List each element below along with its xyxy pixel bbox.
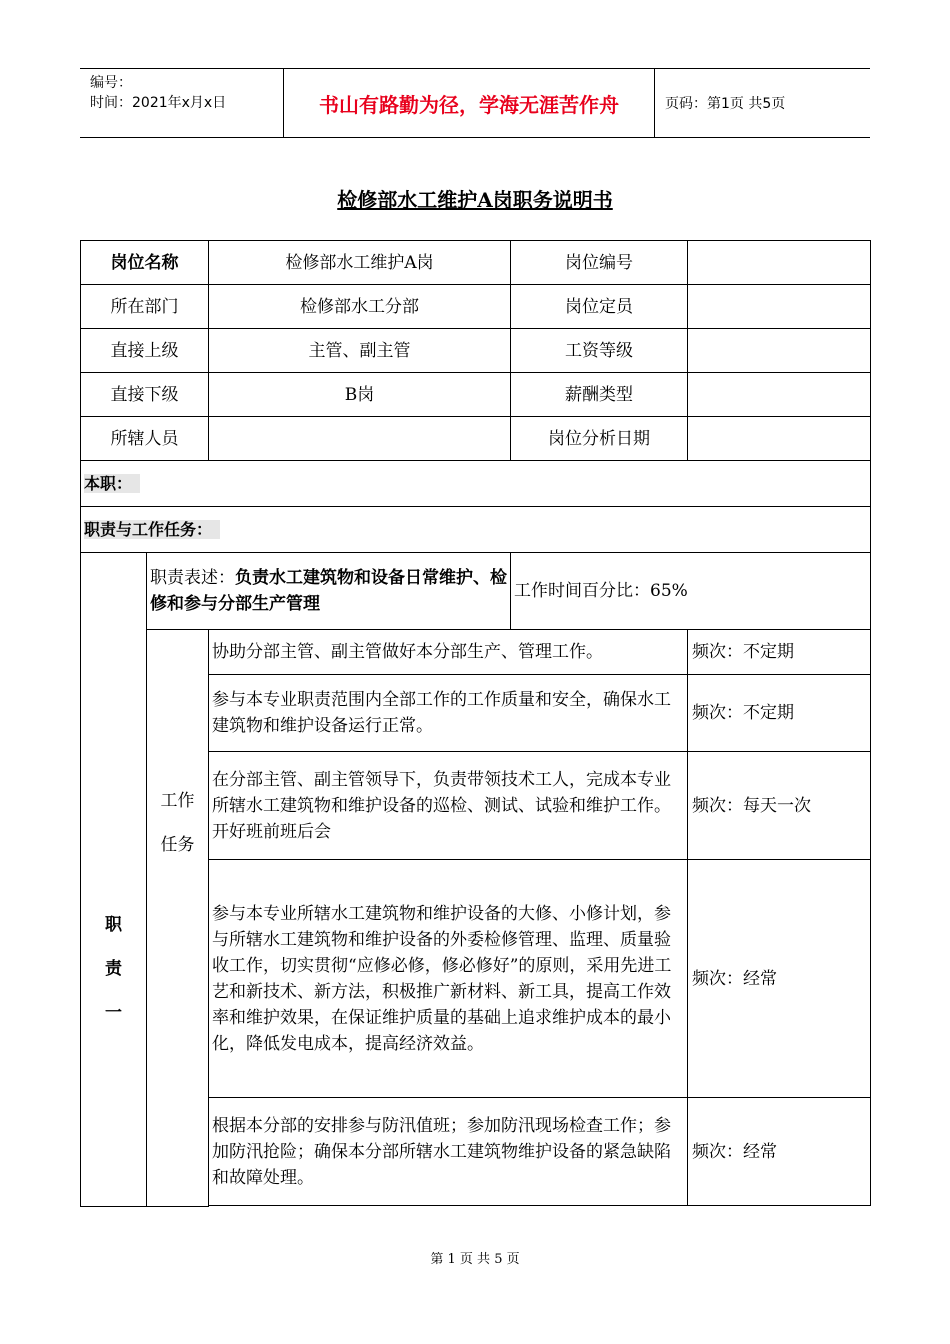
- info-value: [209, 417, 511, 461]
- info-row: [81, 329, 871, 373]
- info-label-2: 岗位定员: [511, 285, 688, 329]
- page-footer: 第 1 页 共 5 页: [430, 1252, 520, 1267]
- task-text: 协助分部主管、副主管做好本分部生产、管理工作。: [209, 630, 688, 675]
- info-label-2: 岗位分析日期: [511, 417, 688, 461]
- info-value-2: [688, 329, 871, 373]
- job-description-table: [80, 240, 870, 1207]
- info-value: B岗: [209, 373, 511, 417]
- header-meta: [90, 73, 280, 113]
- info-value: 主管、副主管: [209, 329, 511, 373]
- section-duty-row: [81, 461, 871, 507]
- task-text: 根据本分部的安排参与防汛值班；参加防汛现场检查工作；参加防汛抢险；确保本分部所辖水工建筑物维护设备的紧急缺陷和故障处理。: [209, 1098, 688, 1206]
- info-label-2: 工资等级: [511, 329, 688, 373]
- duty-statement-prefix: 职责表述：: [150, 568, 235, 588]
- info-row: [81, 241, 871, 285]
- document-title: 检修部水工维护A岗职务说明书: [337, 188, 613, 212]
- info-value-2: [688, 241, 871, 285]
- section-duty-label: 本职：: [84, 474, 140, 493]
- task-frequency: 频次：经常: [688, 1098, 871, 1206]
- duty-statement: [147, 553, 511, 630]
- info-label: 岗位名称: [81, 241, 209, 285]
- task-text: 参与本专业所辖水工建筑物和维护设备的大修、小修计划，参与所辖水工建筑物和维护设备的外委检修管理、监理、质量验收工作，切实贯彻“应修必修，修必修好”的原则，采用先进工艺和新技术、新方法，积极推广新材料、新工具，提高工作效率和维护效果，在保证维护质量的基础上追求维护成本的最小化，降低发电成本，提高经济效益。: [209, 860, 688, 1098]
- header-number: 编号：: [90, 75, 132, 91]
- task-frequency: 频次：不定期: [688, 675, 871, 752]
- header-motto: 书山有路勤为径，学海无涯苦作舟: [283, 69, 655, 137]
- duty-statement-row: [81, 553, 871, 630]
- info-label-2: 岗位编号: [511, 241, 688, 285]
- info-row: [81, 417, 871, 461]
- info-row: [81, 285, 871, 329]
- task-frequency: 频次：经常: [688, 860, 871, 1098]
- info-value-2: [688, 373, 871, 417]
- info-value-2: [688, 417, 871, 461]
- task-text: 在分部主管、副主管领导下，负责带领技术工人，完成本专业所辖水工建筑物和维护设备的巡检、测试、试验和维护工作。开好班前班后会: [209, 752, 688, 860]
- section-tasks-label: 职责与工作任务：: [84, 520, 220, 539]
- task-frequency: 频次：每天一次: [688, 752, 871, 860]
- info-row: [81, 373, 871, 417]
- duty-statement-text: 负责水工建筑物和设备日常维护、检修和参与分部生产管理: [150, 568, 507, 614]
- info-label: 直接上级: [81, 329, 209, 373]
- info-value: 检修部水工维护A岗: [209, 241, 511, 285]
- task-frequency: 频次：不定期: [688, 630, 871, 675]
- page-header: [80, 68, 870, 138]
- task-text: 参与本专业职责范围内全部工作的工作质量和安全，确保水工建筑物和维护设备运行正常。: [209, 675, 688, 752]
- info-value-2: [688, 285, 871, 329]
- task-group-label: 工作 任务: [147, 630, 209, 1207]
- info-label: 所在部门: [81, 285, 209, 329]
- duty-one-label: 职 责 一: [81, 553, 147, 1207]
- header-page: 页码：第1页 共5页: [665, 96, 786, 112]
- info-value: 检修部水工分部: [209, 285, 511, 329]
- info-label: 所辖人员: [81, 417, 209, 461]
- duty-time-percent: 工作时间百分比：65%: [511, 553, 871, 630]
- task-row: [81, 630, 871, 675]
- info-label: 直接下级: [81, 373, 209, 417]
- header-time: 时间：2021年x月x日: [90, 95, 227, 111]
- section-tasks-row: [81, 507, 871, 553]
- info-label-2: 薪酬类型: [511, 373, 688, 417]
